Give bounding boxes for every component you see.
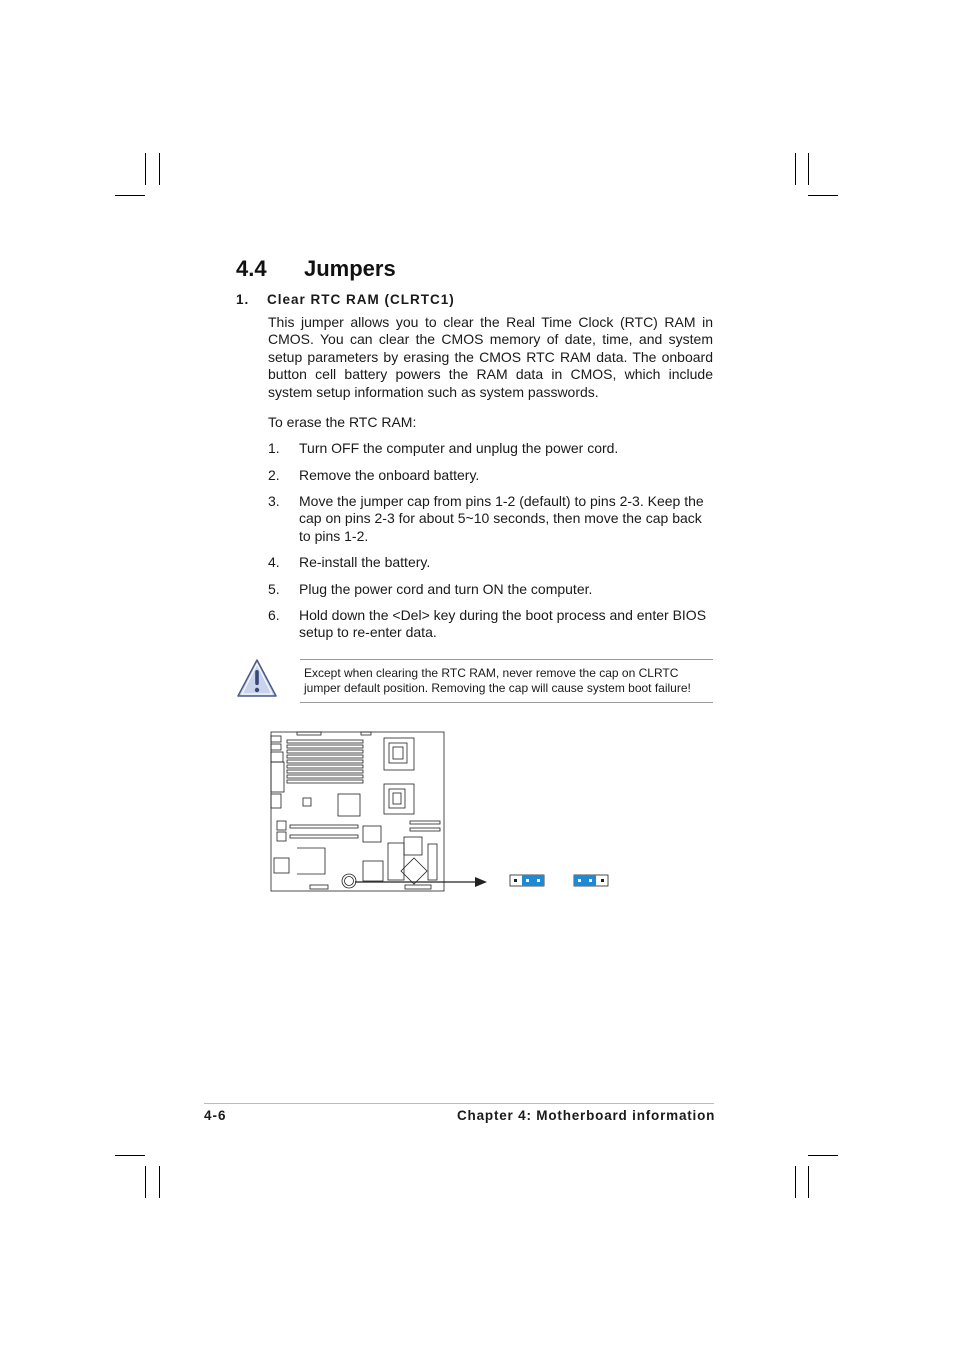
- footer-page-number: 4-6: [204, 1108, 227, 1123]
- step-number: 2.: [268, 467, 280, 483]
- subsection-heading: [236, 292, 455, 307]
- jumper-pins-normal-icon: [510, 875, 544, 886]
- caution-note-text: Except when clearing the RTC RAM, never remove the cap on CLRTC jumper default position. Removing the cap will cause system boot failure!: [304, 666, 691, 695]
- step-number: 3.: [268, 493, 280, 509]
- intro-paragraph: This jumper allows you to clear the Real Time Clock (RTC) RAM in CMOS. You can clear the CMOS memory of date, time, and system setup parameters by erasing the CMOS RTC RAM data. The onboard button cell battery powers the RAM data in CMOS, which include system setup information such as system passwords.: [268, 314, 713, 400]
- step-text: Hold down the <Del> key during the boot process and enter BIOS setup to re-enter data.: [299, 607, 707, 641]
- step-number: 4.: [268, 554, 280, 570]
- motherboard-layout-diagram: [265, 728, 625, 896]
- footer-chapter-title: Chapter 4: Motherboard information: [457, 1108, 716, 1123]
- warning-triangle-icon: [236, 657, 278, 699]
- section-number: 4.4: [236, 256, 267, 281]
- step-number: 6.: [268, 607, 280, 623]
- footer-rule: [204, 1103, 714, 1104]
- section-title: [236, 256, 396, 282]
- caution-note-box: [300, 659, 713, 703]
- erase-lead-text: To erase the RTC RAM:: [268, 414, 417, 430]
- step-item: [268, 554, 713, 571]
- section-title-text: Jumpers: [304, 256, 396, 281]
- jumper-pins-clear-icon: [574, 875, 608, 886]
- step-text: Remove the onboard battery.: [299, 467, 480, 483]
- subsection-title: Clear RTC RAM (CLRTC1): [267, 292, 455, 307]
- step-item: [268, 467, 713, 484]
- step-number: 1.: [268, 440, 280, 456]
- subsection-number: 1.: [236, 292, 250, 307]
- step-item: [268, 440, 713, 457]
- step-text: Move the jumper cap from pins 1-2 (default) to pins 2-3. Keep the cap on pins 2-3 for about 5~10 seconds, then move the cap back to pins 1-2.: [299, 493, 704, 544]
- step-number: 5.: [268, 581, 280, 597]
- step-item: [268, 581, 713, 598]
- step-item: [268, 607, 713, 642]
- step-text: Re-install the battery.: [299, 554, 431, 570]
- step-text: Turn OFF the computer and unplug the power cord.: [299, 440, 619, 456]
- step-text: Plug the power cord and turn ON the computer.: [299, 581, 593, 597]
- step-item: [268, 493, 713, 545]
